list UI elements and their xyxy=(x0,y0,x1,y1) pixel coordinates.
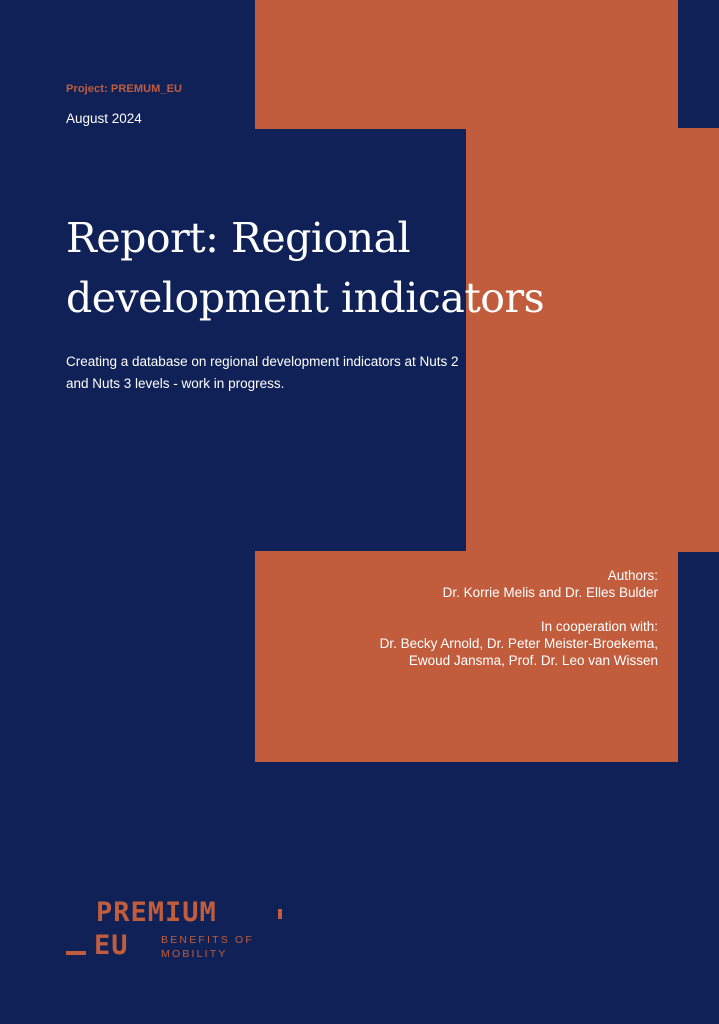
orange-block-middle xyxy=(466,128,719,552)
authors-block xyxy=(298,567,658,669)
logo-tagline-2: MOBILITY xyxy=(161,948,228,960)
authors-heading: Authors: xyxy=(607,568,658,583)
logo-wordmark: PREMIUM xyxy=(96,897,217,928)
cooperation-line-1: Dr. Becky Arnold, Dr. Peter Meister-Broekema, xyxy=(379,636,658,651)
cooperation-heading: In cooperation with: xyxy=(540,619,658,634)
project-label: Project: PREMUM_EU xyxy=(66,83,183,95)
report-subtitle xyxy=(66,351,546,395)
report-title xyxy=(66,208,666,328)
title-line-1: Report: Regional xyxy=(66,214,411,262)
logo-tagline-1: BENEFITS OF xyxy=(161,934,255,946)
authors-names: Dr. Korrie Melis and Dr. Elles Bulder xyxy=(442,585,658,600)
premium-eu-logo xyxy=(66,898,296,968)
orange-block-top xyxy=(255,0,678,129)
subtitle-line-1: Creating a database on regional development indicators at Nuts 2 xyxy=(66,354,459,369)
logo-dash xyxy=(66,951,86,955)
report-date: August 2024 xyxy=(66,111,142,126)
logo-eu: EU xyxy=(94,930,129,961)
authors-spacer xyxy=(298,601,658,618)
subtitle-line-2: and Nuts 3 levels - work in progress. xyxy=(66,376,285,391)
title-line-2: development indicators xyxy=(66,274,545,322)
cooperation-line-2: Ewoud Jansma, Prof. Dr. Leo van Wissen xyxy=(408,653,658,668)
logo-tick-mark xyxy=(278,909,282,919)
